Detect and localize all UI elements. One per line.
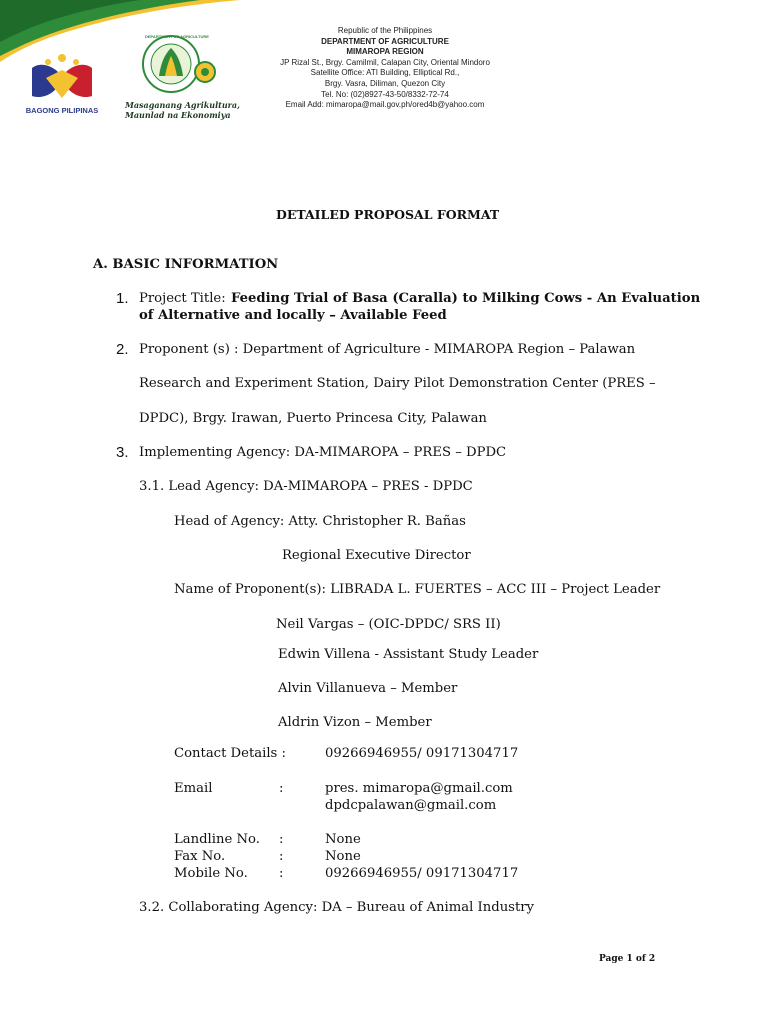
contact-details-label: Contact Details : bbox=[174, 746, 286, 761]
header-address-3: Brgy. Vasra, Diliman, Quezon City bbox=[324, 78, 446, 88]
email-colon: : bbox=[279, 781, 284, 796]
fax-value: None bbox=[325, 849, 361, 864]
da-seal-ring-label: DEPARTMENT OF AGRICULTURE bbox=[145, 34, 209, 39]
name-of-proponents: Name of Proponent(s): LIBRADA L. FUERTES – ACC III – Project Leader bbox=[174, 582, 661, 597]
mobile-colon: : bbox=[279, 866, 284, 881]
head-of-agency: Head of Agency: Atty. Christopher R. Bañas bbox=[174, 514, 466, 529]
item-1-label: Project Title: bbox=[139, 291, 226, 306]
item-2-number: 2. bbox=[116, 341, 129, 358]
mobile-label: Mobile No. bbox=[174, 866, 248, 881]
header-address-1: JP Rizal St., Brgy. Camilmil, Calapan City, Oriental Mindoro bbox=[280, 57, 490, 67]
da-seal-logo bbox=[125, 32, 240, 120]
sub-3-1-lead-agency: 3.1. Lead Agency: DA-MIMAROPA – PRES - DPDC bbox=[139, 479, 473, 494]
proponent-aldrin-vizon: Aldrin Vizon – Member bbox=[278, 715, 432, 730]
page-number: Page 1 of 2 bbox=[599, 954, 656, 964]
landline-value: None bbox=[325, 832, 361, 847]
email-value-1: pres. mimaropa@gmail.com bbox=[325, 781, 513, 796]
da-seal-icon bbox=[125, 32, 225, 96]
header-region: MIMAROPA REGION bbox=[346, 47, 424, 57]
landline-label: Landline No. bbox=[174, 832, 260, 847]
item-3-line: Implementing Agency: DA-MIMAROPA – PRES – DPDC bbox=[139, 445, 507, 460]
bagong-pilipinas-label: BAGONG PILIPINAS bbox=[25, 106, 99, 115]
item-2-line2: Research and Experiment Station, Dairy Pilot Demonstration Center (PRES – bbox=[139, 376, 656, 391]
header-email: Email Add: mimaropa@mail.gov.ph/ored4b@yahoo.com bbox=[285, 100, 485, 110]
da-slogan-line1: Masaganang Agrikultura, bbox=[125, 100, 240, 110]
header-address-2: Satellite Office: ATI Building, Elliptical Rd., bbox=[310, 68, 460, 78]
proponent-edwin-villena: Edwin Villena - Assistant Study Leader bbox=[278, 647, 539, 662]
header-tel: Tel. No: (02)8927-43-50/8332-72-74 bbox=[321, 89, 449, 99]
regional-executive-director: Regional Executive Director bbox=[282, 548, 471, 563]
da-slogan-line2: Maunlad na Ekonomiya bbox=[125, 110, 231, 120]
email-label: Email bbox=[174, 781, 213, 796]
landline-colon: : bbox=[279, 832, 284, 847]
mobile-value: 09266946955/ 09171304717 bbox=[325, 866, 519, 881]
section-a-heading: A. BASIC INFORMATION bbox=[93, 257, 279, 272]
header-department: DEPARTMENT OF AGRICULTURE bbox=[321, 36, 449, 46]
document-title: DETAILED PROPOSAL FORMAT bbox=[276, 207, 500, 222]
item-2-line3: DPDC), Brgy. Irawan, Puerto Princesa City, Palawan bbox=[139, 411, 487, 426]
email-value-2: dpdcpalawan@gmail.com bbox=[325, 798, 497, 813]
item-1-title-line2: of Alternative and locally – Available Feed bbox=[139, 308, 447, 323]
proponent-alvin-villanueva: Alvin Villanueva – Member bbox=[278, 681, 458, 696]
bagong-pilipinas-logo bbox=[18, 38, 106, 116]
fax-colon: : bbox=[279, 849, 284, 864]
header-country: Republic of the Philippines bbox=[337, 26, 433, 35]
fax-label: Fax No. bbox=[174, 849, 226, 864]
contact-details-value: 09266946955/ 09171304717 bbox=[325, 746, 519, 761]
item-1-number: 1. bbox=[116, 290, 129, 307]
letterhead-address-block bbox=[250, 26, 520, 111]
bagong-pilipinas-emblem-icon bbox=[18, 38, 106, 104]
sub-3-2-collaborating-agency: 3.2. Collaborating Agency: DA – Bureau of Animal Industry bbox=[139, 900, 535, 915]
item-2-line1: Proponent (s) : Department of Agriculture - MIMAROPA Region – Palawan bbox=[139, 342, 636, 357]
item-1-title-line1: Feeding Trial of Basa (Caralla) to Milking Cows - An Evaluation bbox=[231, 291, 701, 306]
item-3-number: 3. bbox=[116, 444, 129, 461]
proponent-neil-vargas: Neil Vargas – (OIC-DPDC/ SRS II) bbox=[276, 617, 501, 632]
